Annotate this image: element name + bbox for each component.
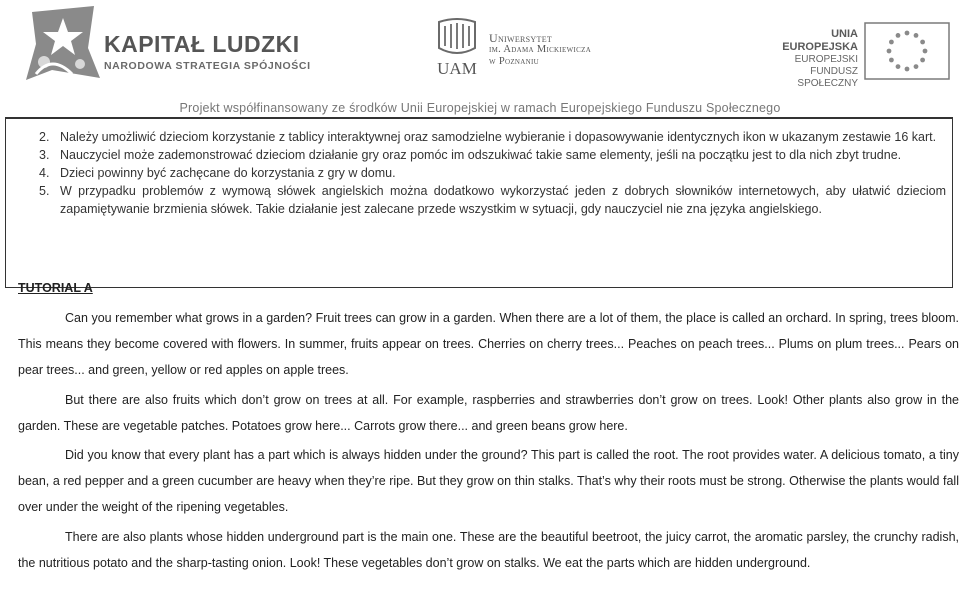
- eu-line-2: EUROPEJSKI: [794, 54, 858, 65]
- project-funding-line: Projekt współfinansowany ze środków Unii Europejskiej w ramach Europejskiego Funduszu Społecznego: [179, 101, 781, 115]
- list-item-text: Należy umożliwić dzieciom korzystanie z tablicy interaktywnej oraz samodzielne wybieranie i dopasowywanie identycznych ikon w ukazanym zestawie 16 kart.: [60, 130, 937, 144]
- list-item-number: 5.: [39, 184, 50, 198]
- page-header: [0, 0, 960, 120]
- tutorial-paragraph: There are also plants whose hidden underground part is the main one. These are the beautiful beetroot, the juicy carrot, the aromatic parsley, the crunchy radish, the nutritious potato and the sharp-tasting onion. Look! These vegetables don’t grow on stalks. We eat the parts which are hidden underground.: [18, 529, 959, 570]
- uam-logo: [433, 18, 623, 82]
- tutorial-paragraph: Can you remember what grows in a garden? Fruit trees can grow in a garden. When there are a lot of them, the place is called an orchard. In spring, trees bloom. This means they become covered with flowers. In summer, fruits appear on trees. Cherries on cherry trees... Peaches on peach trees... Plums on plum trees... Pears on pear trees... and green, yellow or red apples on apple trees.: [18, 311, 959, 378]
- instructions-box: [5, 117, 953, 288]
- list-item: [6, 164, 952, 182]
- list-item-number: 3.: [39, 148, 50, 162]
- tutorial-title: TUTORIAL A: [18, 281, 93, 295]
- list-item-text: Dzieci powinny być zachęcane do korzystania z gry w domu.: [60, 166, 396, 180]
- uam-mark: UAM: [437, 59, 477, 78]
- list-item-text: Nauczyciel może zademonstrować dzieciom działanie gry oraz pomóc im odszukiwać takie same elementy, jeśli na początku jest to dla nich zbyt trudne.: [60, 148, 902, 162]
- tutorial-paragraph: But there are also fruits which don’t grow on trees at all. For example, raspberries and strawberries don’t grow on trees. Look! Other plants also grow in the garden. These are vegetable patches. Potatoes grow here... Carrots grow there... and green beans grow here.: [18, 392, 959, 433]
- list-item: [6, 182, 952, 218]
- eu-logo: [754, 22, 954, 89]
- list-item-text: W przypadku problemów z wymową słówek angielskich można dodatkowo wykorzystać jeden z dobrych słowników internetowych, aby ułatwić dzieciom zapamiętywanie brzmienia słówek. Takie działanie jest zalecane przede wszystkim w sytuacji, gdy nauczyciel nie zna języka angielskiego.: [60, 184, 946, 216]
- eu-line-3: FUNDUSZ SPOŁECZNY: [797, 66, 858, 89]
- eu-text: [754, 28, 858, 90]
- uam-emblem-icon: [433, 18, 481, 82]
- kapital-ludzki-text: [104, 32, 311, 72]
- uam-line-1: Uniwersytet: [489, 31, 553, 45]
- list-item-number: 4.: [39, 166, 50, 180]
- tutorial-paragraph: Did you know that every plant has a part which is always hidden under the ground? This part is called the root. The root provides water. A delicious tomato, a tiny bean, a red pepper and a green cucumber are heavy when they’re ripe. But they grow on thin stalks. That’s why their roots must be strong. Otherwise the plants would fall over under the weight of the ripening vegetables.: [18, 448, 959, 515]
- kapital-ludzki-subtitle: NARODOWA STRATEGIA SPÓJNOŚCI: [104, 60, 311, 72]
- kapital-ludzki-logo: [22, 4, 312, 84]
- kapital-ludzki-star-icon: [22, 4, 104, 84]
- list-item: [6, 146, 952, 164]
- tutorial-body: [18, 305, 959, 579]
- kapital-ludzki-title: KAPITAŁ LUDZKI: [104, 31, 300, 57]
- list-item-number: 2.: [39, 130, 50, 144]
- instructions-list: [6, 119, 952, 218]
- eu-line-1: UNIA EUROPEJSKA: [782, 28, 858, 53]
- uam-line-3: w Poznaniu: [489, 56, 539, 67]
- uam-line-2: im. Adama Mickiewicza: [489, 44, 592, 55]
- eu-flag-icon: [864, 22, 950, 80]
- uam-text: [489, 32, 591, 68]
- list-item: [6, 128, 952, 146]
